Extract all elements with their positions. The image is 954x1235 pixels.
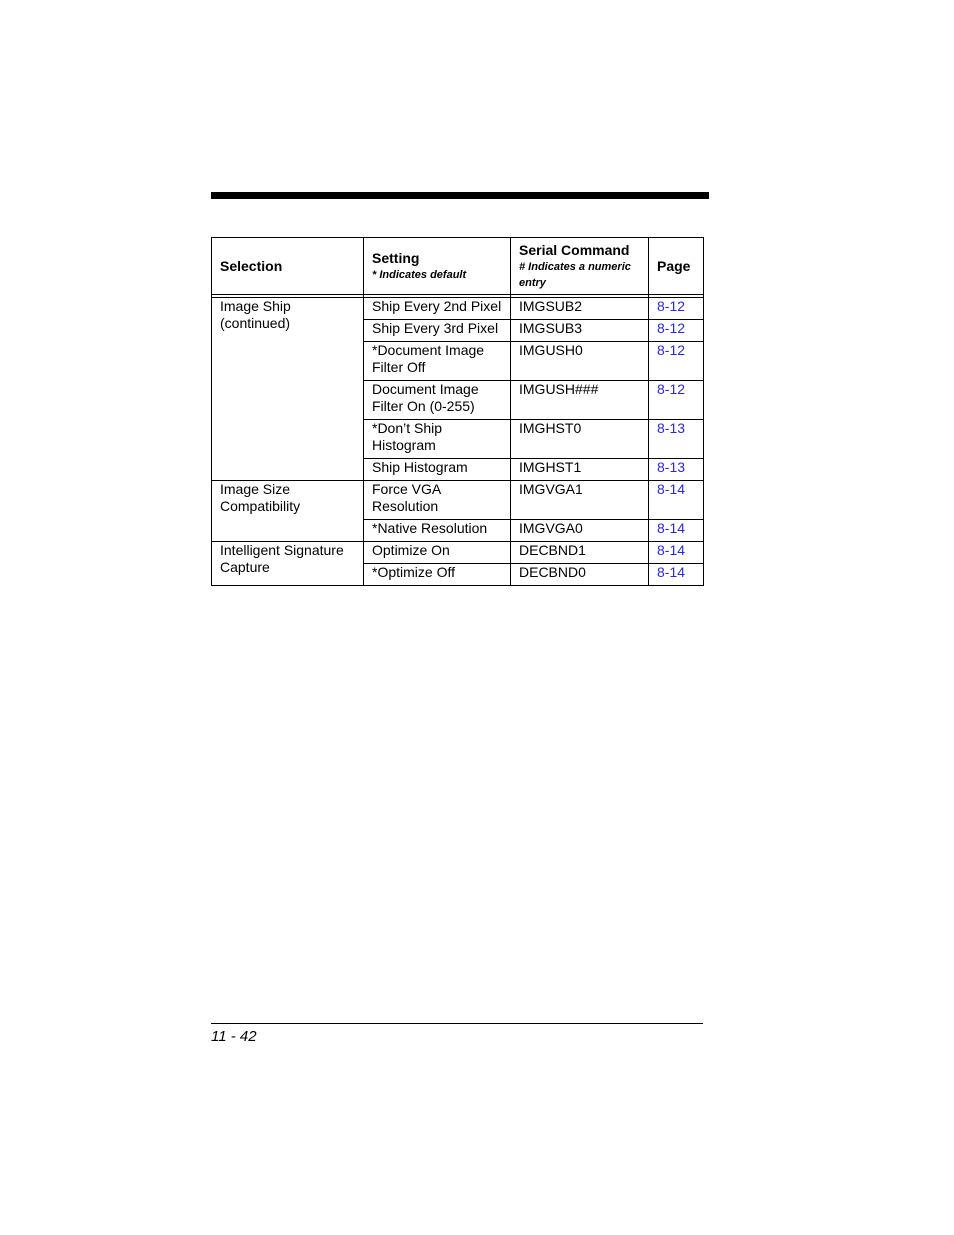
page-link[interactable]: 8-12 (657, 320, 686, 336)
cell-command: DECBND1 (511, 542, 649, 564)
header-serial-command-note: # Indicates a numeric entry (519, 260, 631, 289)
cell-page (649, 381, 704, 420)
cell-command: IMGVGA0 (511, 520, 649, 542)
cell-page (649, 342, 704, 381)
cell-setting: Ship Every 3rd Pixel (364, 320, 511, 342)
table-row (212, 542, 704, 564)
page-link[interactable]: 8-14 (657, 542, 686, 558)
table-row (212, 481, 704, 520)
cell-command: IMGSUB3 (511, 320, 649, 342)
cell-setting: Document Image Filter On (0-255) (364, 381, 511, 420)
page-link[interactable]: 8-12 (657, 381, 686, 397)
cell-setting: *Don’t Ship Histogram (364, 420, 511, 459)
header-rule (211, 192, 709, 199)
page-link[interactable]: 8-12 (657, 342, 686, 358)
header-page: Page (649, 238, 704, 295)
cell-command: IMGHST1 (511, 459, 649, 481)
cell-selection: Image Ship (continued) (212, 298, 364, 481)
cell-page (649, 542, 704, 564)
page-link[interactable]: 8-14 (657, 481, 686, 497)
cell-command: IMGUSH0 (511, 342, 649, 381)
cell-command: DECBND0 (511, 564, 649, 586)
cell-command: IMGSUB2 (511, 298, 649, 320)
cell-page (649, 420, 704, 459)
cell-page (649, 298, 704, 320)
table-header-row (212, 238, 704, 295)
cell-command: IMGUSH### (511, 381, 649, 420)
header-serial-command: Serial Command # Indicates a numeric entry (511, 238, 649, 295)
cell-setting: *Document Image Filter Off (364, 342, 511, 381)
cell-page (649, 564, 704, 586)
page-link[interactable]: 8-13 (657, 459, 686, 475)
cell-setting: Optimize On (364, 542, 511, 564)
cell-command: IMGHST0 (511, 420, 649, 459)
header-setting-note: * Indicates default (372, 268, 467, 281)
cell-page (649, 320, 704, 342)
cell-page (649, 520, 704, 542)
cell-setting: Ship Histogram (364, 459, 511, 481)
serial-command-table (211, 237, 704, 586)
cell-setting: Force VGA Resolution (364, 481, 511, 520)
page-link[interactable]: 8-14 (657, 564, 686, 580)
cell-setting: *Optimize Off (364, 564, 511, 586)
cell-page (649, 481, 704, 520)
header-setting: Setting * Indicates default (364, 238, 511, 295)
footer-rule (211, 1023, 703, 1024)
cell-setting: *Native Resolution (364, 520, 511, 542)
cell-setting: Ship Every 2nd Pixel (364, 298, 511, 320)
cell-page (649, 459, 704, 481)
cell-command: IMGVGA1 (511, 481, 649, 520)
page-number: 11 - 42 (211, 1028, 257, 1045)
page-link[interactable]: 8-14 (657, 520, 686, 536)
cell-selection: Image Size Compatibility (212, 481, 364, 542)
page-link[interactable]: 8-13 (657, 420, 686, 436)
cell-selection: Intelligent Signature Capture (212, 542, 364, 586)
table-row (212, 298, 704, 320)
header-selection: Selection (212, 238, 364, 295)
page-link[interactable]: 8-12 (657, 298, 686, 314)
